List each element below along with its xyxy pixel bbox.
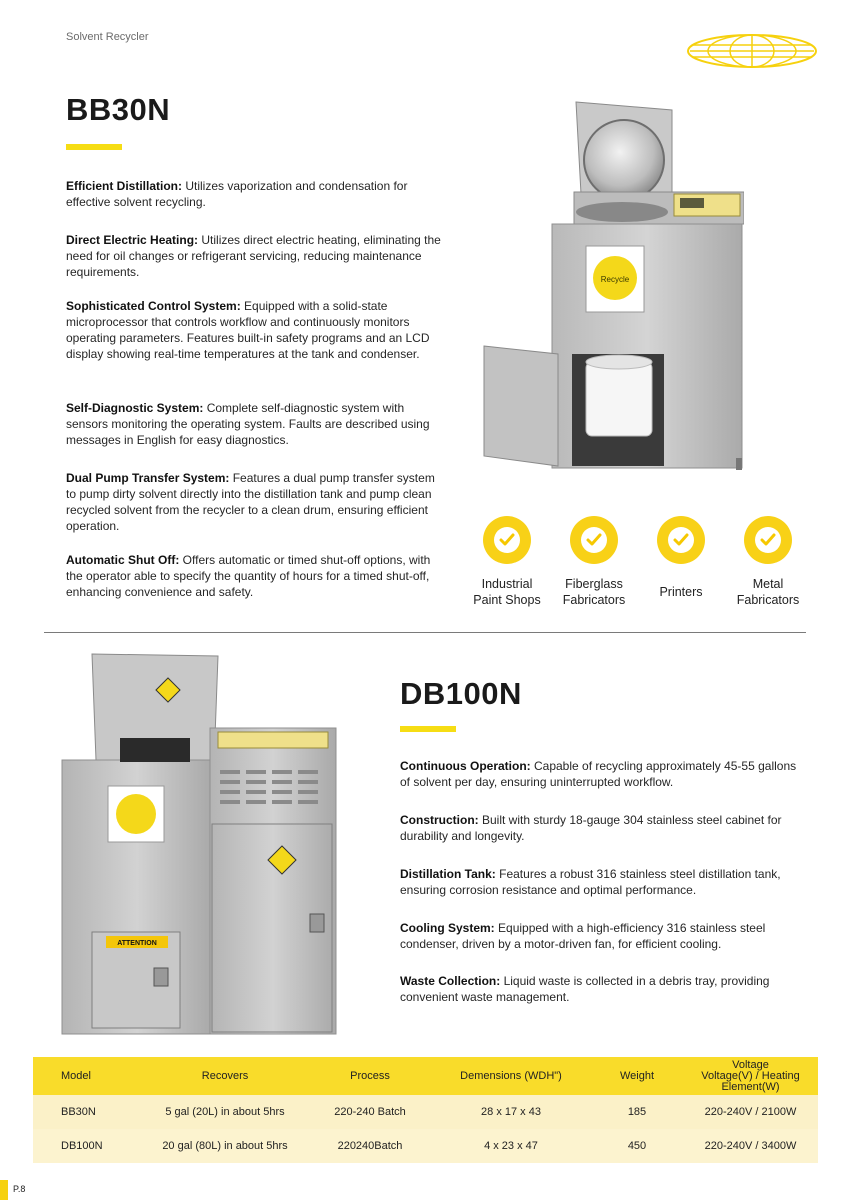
cell-voltage: 220-240V / 2100W	[683, 1095, 818, 1129]
column-header-weight: Weight	[591, 1057, 683, 1095]
db100n-machine-photo	[60, 652, 338, 1036]
db100n-feature: Distillation Tank: Features a robust 316 stainless steel distillation tank, ensuring corrosion resistance and optimal performance.	[400, 867, 781, 897]
cell-dimensions: 28 x 17 x 43	[431, 1095, 591, 1129]
column-header-process: Process	[309, 1057, 431, 1095]
cell-recovers: 20 gal (80L) in about 5hrs	[141, 1129, 309, 1163]
table-row	[33, 1129, 818, 1163]
db100n-feature: Waste Collection: Liquid waste is collected in a debris tray, providing convenient waste management.	[400, 974, 770, 1004]
cell-model: DB100N	[33, 1129, 141, 1163]
table-header-row	[33, 1057, 818, 1095]
application-metal-fabricators: Metal Fabricators	[722, 516, 814, 608]
check-circle-icon	[483, 516, 531, 564]
db100n-feature: Cooling System: Equipped with a high-efficiency 316 stainless steel condenser, driven by a motor-driven fan, for efficient cooling.	[400, 921, 766, 951]
column-header-model: Model	[33, 1057, 141, 1095]
cell-dimensions: 4 x 23 x 47	[431, 1129, 591, 1163]
page-tab-marker	[0, 1180, 8, 1200]
db100n-title: DB100N	[400, 676, 522, 711]
table-row	[33, 1095, 818, 1129]
application-fiberglass-fabricators: Fiberglass Fabricators	[548, 516, 640, 608]
cell-voltage: 220-240V / 3400W	[683, 1129, 818, 1163]
check-circle-icon	[744, 516, 792, 564]
page-number: P.8	[13, 1184, 26, 1194]
bb30n-feature: Sophisticated Control System: Equipped with a solid-state microprocessor that controls workflow and continuously monitors operating parameters. Features built-in safety programs and an LCD display showing real-time temperatures at the tank and condenser.	[66, 299, 430, 361]
specifications-table	[33, 1057, 818, 1163]
bb30n-title-underline	[66, 144, 122, 150]
attention-label-text: ATTENTION	[117, 940, 157, 947]
cell-weight: 185	[591, 1095, 683, 1129]
cell-weight: 450	[591, 1129, 683, 1163]
cell-process: 220-240 Batch	[309, 1095, 431, 1129]
application-printers: Printers	[635, 516, 727, 600]
column-header-dimensions: Demensions (WDH")	[431, 1057, 591, 1095]
section-label: Solvent Recycler	[66, 31, 149, 43]
cell-model: BB30N	[33, 1095, 141, 1129]
bb30n-machine-photo	[482, 100, 744, 472]
db100n-feature: Continuous Operation: Capable of recycling approximately 45-55 gallons of solvent per day, ensuring uninterrupted workflow.	[400, 759, 797, 789]
bb30n-title: BB30N	[66, 92, 171, 127]
bb30n-feature: Self-Diagnostic System: Complete self-diagnostic system with sensors monitoring the operating system. Faults are described using messages in English for easy diagnostics.	[66, 401, 430, 447]
bb30n-feature: Dual Pump Transfer System: Features a dual pump transfer system to pump dirty solvent directly into the distillation tank and pump clean recycled solvent from the recycler to a clean drum, ensuring efficient operation.	[66, 471, 435, 533]
bb30n-feature: Direct Electric Heating: Utilizes direct electric heating, eliminating the need for oil changes or refrigerant servicing, reducing maintenance requirements.	[66, 233, 441, 279]
recycle-sign-text: Recycle	[600, 275, 630, 284]
section-divider	[44, 632, 806, 633]
db100n-feature: Construction: Built with sturdy 18-gauge 304 stainless steel cabinet for durability and longevity.	[400, 813, 782, 843]
cell-process: 220240Batch	[309, 1129, 431, 1163]
bb30n-feature: Automatic Shut Off: Offers automatic or timed shut-off options, with the operator able to specify the quantity of hours for a timed shut-off, enhancing convenience and safety.	[66, 553, 431, 599]
db100n-title-underline	[400, 726, 456, 732]
application-industrial-paint-shops: Industrial Paint Shops	[461, 516, 553, 608]
globe-logo-icon	[686, 33, 818, 69]
check-circle-icon	[657, 516, 705, 564]
column-header-voltage: Voltage Voltage(V) / Heating Element(W)	[683, 1057, 818, 1095]
check-circle-icon	[570, 516, 618, 564]
bb30n-feature: Efficient Distillation: Utilizes vaporization and condensation for effective solvent recycling.	[66, 179, 408, 209]
cell-recovers: 5 gal (20L) in about 5hrs	[141, 1095, 309, 1129]
column-header-recovers: Recovers	[141, 1057, 309, 1095]
